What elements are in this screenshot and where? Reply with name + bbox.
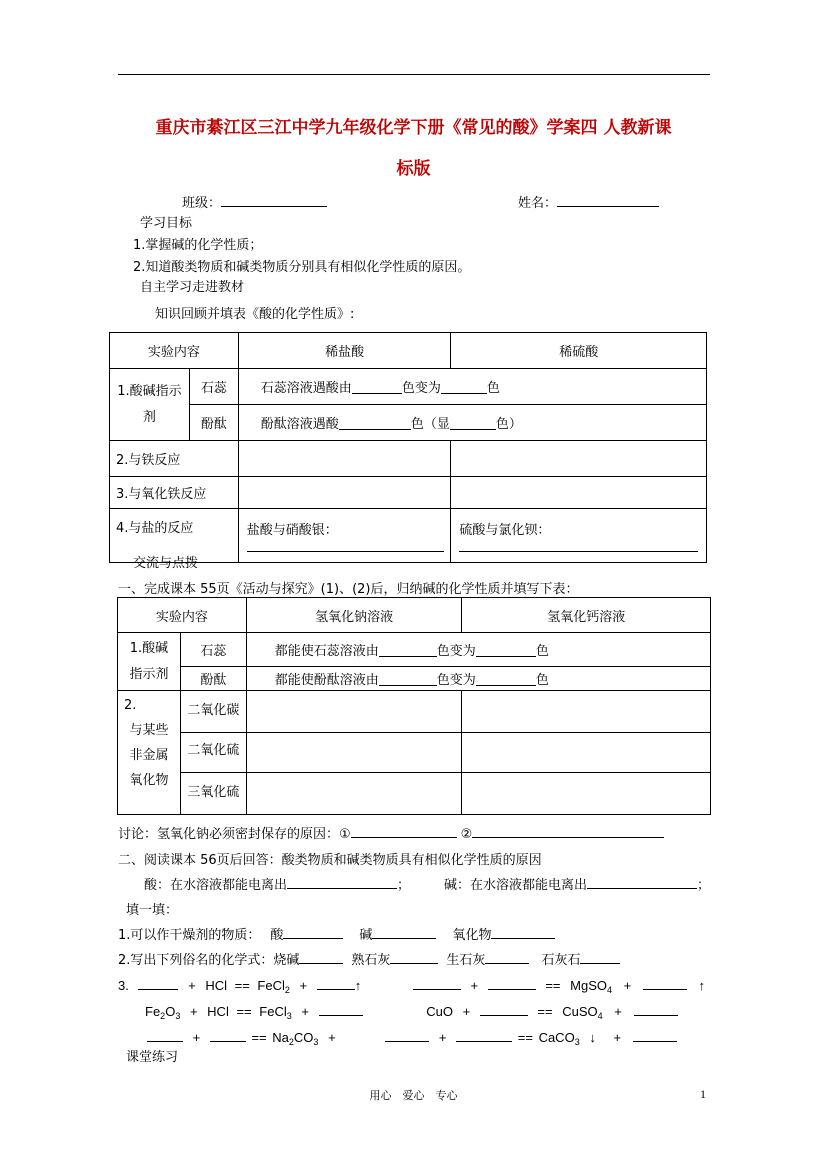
part2-heading: 二、阅读课本 56页后回答：酸类物质和碱类物质具有相似化学性质的原因 [118,853,542,868]
table2-so2-naoh-cell[interactable] [246,733,462,773]
table1-fe2o3-hcl-cell[interactable] [238,477,451,509]
page-number: 1 [700,1087,706,1101]
self-study-intro: 知识回顾并填表《酸的化学性质》: [155,307,355,322]
table1-iron-hcl-cell[interactable] [238,441,451,477]
table2-header-content: 实验内容 [118,598,247,633]
acid-ion-blank[interactable] [287,874,397,889]
table1-salt-hcl-cell[interactable] [238,509,451,563]
name-field [518,192,659,211]
table2-shirui-row: 都能使石蕊溶液由 色变为 色 [246,633,710,667]
table2-so3: 三氧化硫 [180,773,246,815]
fill-q3-line1: 3. + HCl == FeCl$_2$ + ↑ + == MgSO$_4$ + ↑ [118,975,705,995]
part2-answer-line: 酸：在水溶液都能电离出 ； 碱：在水溶液都能电离出 ； [144,874,710,893]
table1-shirui: 石蕊 [189,369,238,405]
goals-heading: 学习目标 [140,216,193,231]
table2-indicator-label: 1.酸碱 指示剂 [118,633,181,691]
exchange-part1: 一、完成课本 55页《活动与探究》(1)、(2)后，归纳碱的化学性质并填写下表： [118,582,579,597]
q2-blank-4[interactable] [580,949,620,964]
table2-header-naoh: 氢氧化钠溶液 [246,598,462,633]
fill-heading: 填一填： [126,903,179,918]
table2-so2: 二氧化硫 [180,733,246,773]
discuss-blank-1[interactable] [351,823,457,838]
table1-iron-h2so4-cell[interactable] [451,441,707,477]
fill-q3-line3: + == $Na_2CO_3$ + + == CaCO$_3$ ↓ + [147,1027,677,1047]
header-rule [118,74,710,75]
table1-iron: 2.与铁反应 [110,441,239,477]
goal-item-2: 2.知道酸类物质和碱类物质分别具有相似化学性质的原因。 [133,260,471,275]
table2-header-caoh: 氢氧化钙溶液 [462,598,711,633]
table2-fentai: 酚酞 [180,667,246,691]
fill-q2: 2.写出下列俗名的化学式：烧碱 熟石灰 生石灰 石灰石 [118,949,620,968]
name-blank[interactable] [557,192,659,207]
table1-header-content: 实验内容 [110,333,239,369]
class-blank[interactable] [221,192,327,207]
table2-co2-naoh-cell[interactable] [246,691,462,733]
table1-fentai: 酚酞 [189,405,238,441]
table1-header-hcl: 稀盐酸 [238,333,451,369]
page-title-line1: 重庆市綦江区三江中学九年级化学下册《常见的酸》学案四 人教新课 [155,118,672,138]
goal-item-1: 1.掌握碱的化学性质； [133,238,263,253]
base-properties-table [117,597,711,815]
table2-so2-caoh-cell[interactable] [462,733,711,773]
table2-co2-caoh-cell[interactable] [462,691,711,733]
class-label: 班级： [182,196,222,211]
table2-fentai-row: 都能使酚酞溶液由 色变为 色 [246,667,710,691]
table2-shirui: 石蕊 [180,633,246,667]
discuss-line: 讨论：氢氧化钠必须密封保存的原因：① ② [118,823,664,842]
q1-base-blank[interactable] [372,924,436,939]
page-footer: 用心 爱心 专心 [369,1089,458,1102]
table2-so3-naoh-cell[interactable] [246,773,462,815]
table1-fe2o3-h2so4-cell[interactable] [451,477,707,509]
q1-acid-blank[interactable] [283,924,343,939]
fill-q1: 1.可以作干燥剂的物质： 酸 碱 氧化物 [118,924,555,943]
discuss-blank-2[interactable] [472,823,664,838]
q2-blank-2[interactable] [390,949,438,964]
table1-fentai-row: 酚酞溶液遇酸 色（显 色） [238,405,706,441]
table1-header-h2so4: 稀硫酸 [451,333,707,369]
fill-q3-line2: $Fe_2O_3$ + HCl == FeCl$_3$ + CuO + == CuSO$_4$ + [145,1001,678,1021]
acid-properties-table [109,332,707,563]
table1-salt: 4.与盐的反应 [110,509,239,563]
name-label: 姓名： [518,196,558,211]
table2-so3-caoh-cell[interactable] [462,773,711,815]
q2-blank-1[interactable] [299,949,343,964]
page-title-line2: 标版 [396,159,431,179]
exchange-heading: 交流与点拨 [133,556,199,571]
table1-indicator-label: 1.酸碱指示剂 [110,369,190,441]
classroom-heading: 课堂练习 [126,1050,179,1065]
class-field [182,192,327,211]
table1-salt-hcl-label: 盐酸与硝酸银： [246,523,338,538]
table1-salt-h2so4-cell[interactable] [451,509,707,563]
base-ion-blank[interactable] [587,874,697,889]
q2-blank-3[interactable] [485,949,529,964]
table2-co2: 二氧化碳 [180,691,246,733]
self-study-heading: 自主学习走进教材 [140,280,245,295]
table1-shirui-row: 石蕊溶液遇酸由 色变为 色 [238,369,706,405]
table2-oxide-label: 2. 与某些 非金属 氧化物 [118,691,181,815]
q1-oxide-blank[interactable] [491,924,555,939]
table1-fe2o3: 3.与氧化铁反应 [110,477,239,509]
table1-salt-h2so4-label: 硫酸与氯化钡： [459,523,551,538]
